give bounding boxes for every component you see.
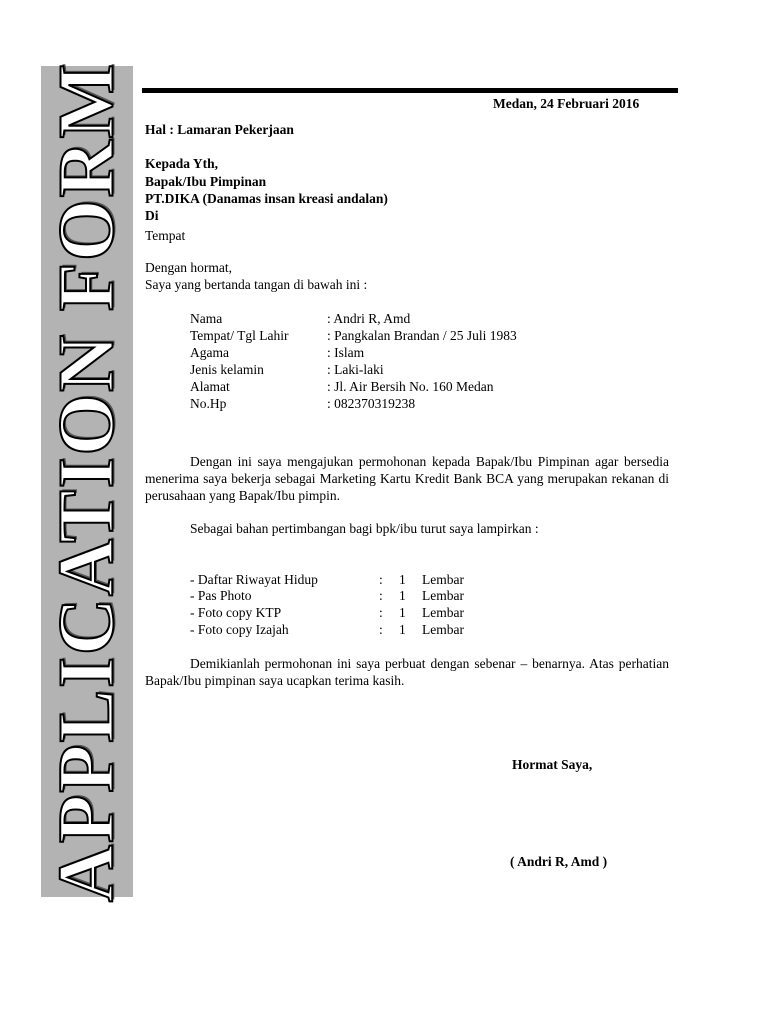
attachment-colon: : (379, 588, 383, 603)
personal-value: : Pangkalan Brandan / 25 Juli 1983 (327, 328, 517, 343)
personal-value: : Laki-laki (327, 362, 384, 377)
recipient-line-5: Tempat (145, 228, 186, 243)
personal-label: Tempat/ Tgl Lahir (190, 328, 289, 343)
attachment-colon: : (379, 572, 383, 587)
attachment-item: - Pas Photo (190, 588, 252, 603)
personal-label: Alamat (190, 379, 230, 394)
side-title: APPLICATION FORM (43, 61, 131, 902)
personal-label: No.Hp (190, 396, 227, 411)
attachment-qty: 1 (399, 588, 406, 603)
attachment-item: - Foto copy KTP (190, 605, 282, 620)
signature-name: ( Andri R, Amd ) (510, 854, 608, 869)
attachment-qty: 1 (399, 622, 406, 637)
attachment-unit: Lembar (422, 605, 464, 620)
attachments-intro: Sebagai bahan pertimbangan bagi bpk/ibu turut saya lampirkan : (190, 521, 539, 536)
personal-value: : 082370319238 (327, 396, 416, 411)
personal-value: : Jl. Air Bersih No. 160 Medan (327, 379, 494, 394)
recipient-line-4: Di (145, 208, 159, 223)
personal-label: Agama (190, 345, 229, 360)
recipient-line-3: PT.DIKA (Danamas insan kreasi andalan) (145, 191, 388, 206)
intro-line: Saya yang bertanda tangan di bawah ini : (145, 277, 368, 292)
attachment-item: - Foto copy Izajah (190, 622, 289, 637)
subject-line: Hal : Lamaran Pekerjaan (145, 122, 294, 137)
attachment-colon: : (379, 605, 383, 620)
personal-value: : Islam (327, 345, 365, 360)
date-line: Medan, 24 Februari 2016 (493, 96, 640, 111)
top-rule (142, 88, 678, 93)
side-banner (41, 61, 133, 902)
attachment-qty: 1 (399, 605, 406, 620)
closing-paragraph: Demikianlah permohonan ini saya perbuat dengan sebenar – benarnya. Atas perhatian Bapak/Ibu pimpinan saya ucapkan terima kasih. (145, 656, 669, 688)
attachment-colon: : (379, 622, 383, 637)
recipient-line-2: Bapak/Ibu Pimpinan (145, 174, 267, 189)
attachment-item: - Daftar Riwayat Hidup (190, 572, 318, 587)
attachment-unit: Lembar (422, 622, 464, 637)
sign-off: Hormat Saya, (512, 757, 593, 772)
attachment-unit: Lembar (422, 588, 464, 603)
attachment-unit: Lembar (422, 572, 464, 587)
attachment-qty: 1 (399, 572, 406, 587)
greeting: Dengan hormat, (145, 260, 232, 275)
body-paragraph: Dengan ini saya mengajukan permohonan kepada Bapak/Ibu Pimpinan agar bersedia menerima saya bekerja sebagai Marketing Kartu Kredit Bank BCA yang merupakan rekanan di perusahaan yang Bapak/Ibu pimpin. (145, 454, 669, 503)
recipient-line-1: Kepada Yth, (145, 156, 219, 171)
personal-value: : Andri R, Amd (327, 311, 411, 326)
personal-label: Nama (190, 311, 223, 326)
personal-label: Jenis kelamin (190, 362, 264, 377)
